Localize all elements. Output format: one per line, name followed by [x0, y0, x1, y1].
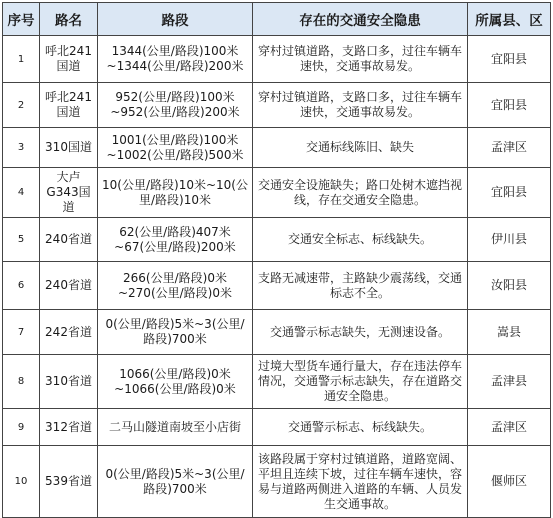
header-district: 所属县、区 — [468, 3, 551, 36]
row-no: 5 — [3, 218, 40, 262]
row-no: 7 — [3, 310, 40, 355]
row-road: 呼北241国道 — [40, 36, 98, 83]
row-district: 汝阳县 — [468, 262, 551, 310]
row-hazard: 穿村过镇道路，支路口多，过往车辆车速快，交通事故易发。 — [253, 36, 468, 83]
row-hazard: 交通安全标志、标线缺失。 — [253, 218, 468, 262]
header-segment: 路段 — [98, 3, 253, 36]
row-road: 240省道 — [40, 262, 98, 310]
table-row — [3, 218, 551, 262]
row-road: 310国道 — [40, 128, 98, 168]
row-district: 偃师区 — [468, 446, 551, 518]
row-no: 4 — [3, 168, 40, 218]
table-row — [3, 355, 551, 409]
row-road: 242省道 — [40, 310, 98, 355]
road-hazard-table — [2, 2, 551, 518]
header-row — [3, 3, 551, 36]
row-district: 孟津县 — [468, 355, 551, 409]
row-hazard: 过境大型货车通行量大，存在违法停车情况，交通警示标志缺失，存在道路交通安全隐患。 — [253, 355, 468, 409]
row-no: 3 — [3, 128, 40, 168]
row-segment: 0(公里/路段)5米~3(公里/路段)700米 — [98, 310, 253, 355]
row-no: 9 — [3, 409, 40, 446]
row-no: 2 — [3, 83, 40, 128]
row-road: 310省道 — [40, 355, 98, 409]
row-hazard: 该路段属于穿村过镇道路，道路宽阔、平坦且连续下坡，过往车辆车速快，容易与道路两侧进入道路的车辆、人员发生交通事故。 — [253, 446, 468, 518]
row-road: 大卢G343国道 — [40, 168, 98, 218]
row-district: 宜阳县 — [468, 168, 551, 218]
row-no: 10 — [3, 446, 40, 518]
table-row — [3, 262, 551, 310]
row-district: 宜阳县 — [468, 83, 551, 128]
row-no: 6 — [3, 262, 40, 310]
row-road: 312省道 — [40, 409, 98, 446]
table-row — [3, 36, 551, 83]
header-hazard: 存在的交通安全隐患 — [253, 3, 468, 36]
header-road: 路名 — [40, 3, 98, 36]
table-row — [3, 409, 551, 446]
row-hazard: 交通安全设施缺失；路口处树木遮挡视线，存在交通安全隐患。 — [253, 168, 468, 218]
row-no: 8 — [3, 355, 40, 409]
row-district: 孟津区 — [468, 128, 551, 168]
table-row — [3, 168, 551, 218]
row-segment: 266(公里/路段)0米~270(公里/路段)0米 — [98, 262, 253, 310]
row-segment: 10(公里/路段)10米~10(公里/路段)10米 — [98, 168, 253, 218]
row-hazard: 穿村过镇道路，支路口多，过往车辆车速快，交通事故易发。 — [253, 83, 468, 128]
row-district: 宜阳县 — [468, 36, 551, 83]
table-row — [3, 310, 551, 355]
row-hazard: 交通警示标志、标线缺失。 — [253, 409, 468, 446]
row-segment: 952(公里/路段)100米~952(公里/路段)200米 — [98, 83, 253, 128]
table-row — [3, 83, 551, 128]
row-segment: 二马山隧道南坡至小店街 — [98, 409, 253, 446]
row-road: 240省道 — [40, 218, 98, 262]
row-district: 孟津区 — [468, 409, 551, 446]
row-district: 伊川县 — [468, 218, 551, 262]
hazard-table-container — [2, 2, 550, 516]
row-segment: 1066(公里/路段)0米~1066(公里/路段)0米 — [98, 355, 253, 409]
row-no: 1 — [3, 36, 40, 83]
header-no: 序号 — [3, 3, 40, 36]
row-segment: 62(公里/路段)407米~67(公里/路段)200米 — [98, 218, 253, 262]
row-segment: 1001(公里/路段)100米~1002(公里/路段)500米 — [98, 128, 253, 168]
table-row — [3, 128, 551, 168]
row-segment: 1344(公里/路段)100米~1344(公里/路段)200米 — [98, 36, 253, 83]
table-row — [3, 446, 551, 518]
row-hazard: 支路无减速带，主路缺少震荡线，交通标志不全。 — [253, 262, 468, 310]
row-segment: 0(公里/路段)5米~3(公里/路段)700米 — [98, 446, 253, 518]
row-road: 呼北241国道 — [40, 83, 98, 128]
row-district: 嵩县 — [468, 310, 551, 355]
row-hazard: 交通标线陈旧、缺失 — [253, 128, 468, 168]
row-hazard: 交通警示标志缺失，无测速设备。 — [253, 310, 468, 355]
row-road: 539省道 — [40, 446, 98, 518]
